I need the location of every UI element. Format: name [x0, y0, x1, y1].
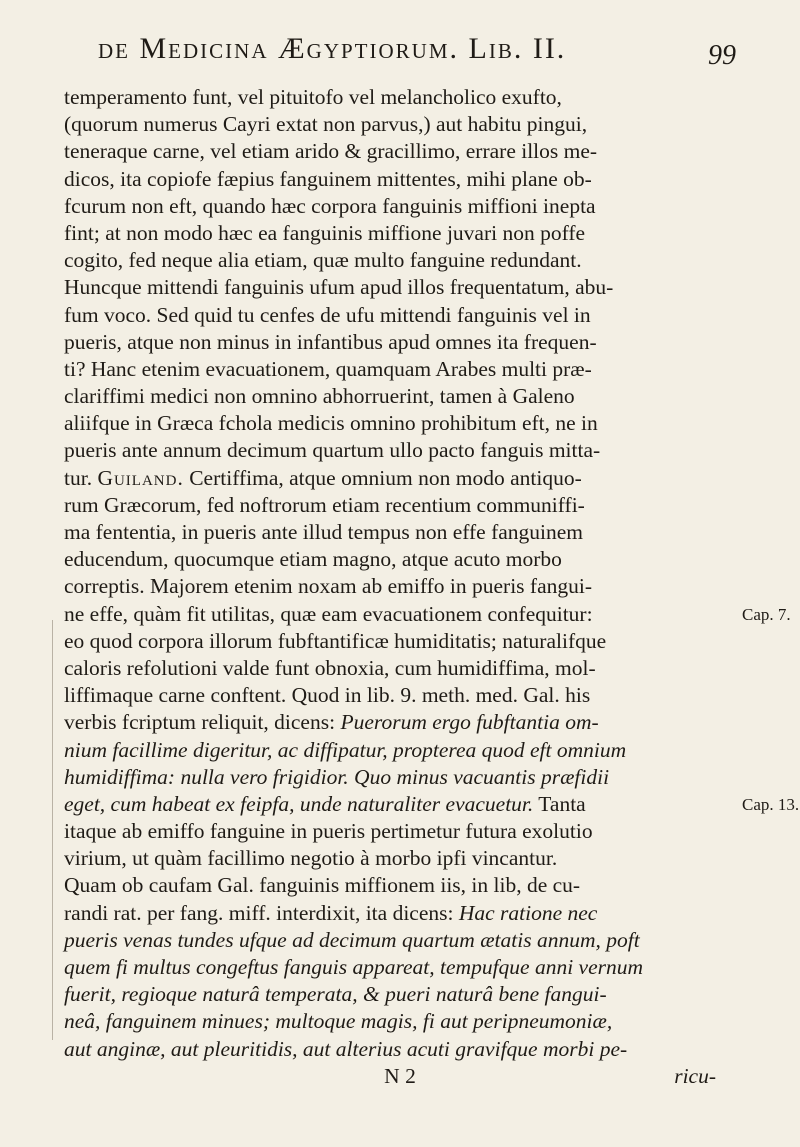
text-line — [64, 818, 736, 845]
italic-text: nium facillime digeritur, ac diffipatur, propterea quod eft omnium — [64, 737, 627, 762]
text-span: temperamento funt, vel pituitofo vel melancholico exufto, — [64, 85, 562, 109]
text-span: aliifque in Græca fchola medicis omnino prohibitum eft, ne in — [64, 411, 598, 436]
text-line — [64, 954, 736, 981]
text-span: teneraque carne, vel etiam arido & gracillimo, errare illos me- — [64, 139, 598, 164]
text-line — [64, 383, 736, 410]
italic-text: pueris venas tundes ufque ad decimum quartum ætatis annum, poft — [64, 927, 640, 952]
text-line — [64, 1036, 736, 1063]
italic-text: neâ, fanguinem minues; multoque magis, fi aut peripneumoniæ, — [64, 1009, 613, 1034]
text-span: Quam ob caufam Gal. fanguinis miffionem iis, in lib, de cu- — [64, 873, 581, 898]
italic-text: aut anginæ, aut pleuritidis, aut alterius acuti gravifque morbi pe- — [64, 1036, 628, 1061]
margin-rule — [52, 620, 53, 1040]
text-span: Huncque mittendi fanguinis ufum apud illos frequentatum, abu- — [64, 275, 614, 300]
text-span: itaque ab emiffo fanguine in pueris pertimetur futura exolutio — [64, 819, 593, 844]
text-span: tur. — [64, 465, 98, 490]
text-span: fcurum non eft, quando hæc corpora fanguinis miffioni inepta — [64, 193, 596, 218]
text-line — [64, 927, 736, 954]
italic-text: humidiffima: nulla vero frigidior. Quo minus vacuantis præfidii — [64, 764, 610, 789]
text-line — [64, 410, 736, 437]
text-line — [64, 981, 736, 1008]
text-line — [64, 573, 736, 600]
text-line — [64, 274, 736, 301]
text-line — [64, 791, 736, 818]
text-line — [64, 166, 736, 193]
text-line — [64, 900, 736, 927]
text-line — [64, 437, 736, 464]
italic-text: Hac ratione nec — [458, 900, 598, 925]
text-line — [64, 546, 736, 573]
text-line — [64, 247, 736, 274]
running-title: de Medicina Ægyptiorum. Lib. II. — [98, 32, 567, 65]
text-span: educendum, quocumque etiam magno, atque acuto morbo — [64, 547, 562, 572]
text-span: rum Græcorum, fed noftrorum etiam recentium communiffi- — [64, 492, 585, 517]
text-span: clariffimi medici non omnino abhorruerint, tamen à Galeno — [64, 384, 575, 409]
text-line — [64, 872, 736, 899]
body-text — [64, 84, 736, 1090]
text-line — [64, 519, 736, 546]
text-span: caloris refolutioni valde funt obnoxia, cum humidiffima, mol- — [64, 655, 596, 680]
text-line — [64, 628, 736, 655]
text-line — [64, 764, 736, 791]
text-span: verbis fcriptum reliquit, dicens: — [64, 710, 341, 735]
text-line — [64, 329, 736, 356]
margin-note: Cap. 7. — [742, 604, 791, 624]
text-span: (quorum numerus Cayri extat non parvus,) aut habitu pingui, — [64, 112, 588, 137]
margin-note: Cap. 13. — [742, 795, 800, 815]
text-span: dicos, ita copiofe fæpius fanguinem mittentes, mihi plane ob- — [64, 166, 592, 191]
text-line — [64, 601, 736, 628]
text-span: virium, ut quàm facillimo negotio à morbo ipfi vincantur. — [64, 846, 558, 871]
text-span: ne effe, quàm fit utilitas, quæ eam evacuationem confequitur: — [64, 601, 593, 626]
text-span: ti? Hanc etenim evacuationem, quamquam Arabes multi præ- — [64, 356, 592, 381]
text-line — [64, 682, 736, 709]
text-span: Certiffima, atque omnium non modo antiquo- — [183, 465, 582, 490]
text-span: pueris ante annum decimum quartum ullo pacto fanguis mitta- — [64, 438, 601, 463]
italic-text: fuerit, regioque naturâ temperata, & pueri naturâ bene fangui- — [64, 982, 607, 1007]
text-span: fum voco. Sed quid tu cenfes de ufu mittendi fanguinis vel in — [64, 302, 591, 327]
footer-line — [64, 1063, 736, 1090]
text-span: eo quod corpora illorum fubftantificæ humiditatis; naturalifque — [64, 628, 607, 653]
text-span: pueris, atque non minus in infantibus apud omnes ita frequen- — [64, 329, 597, 354]
text-line — [64, 84, 736, 111]
text-span: fint; at non modo hæc ea fanguinis miffione juvari non poffe — [64, 220, 586, 245]
italic-text: quem fi multus congeftus fanguis appareat, tempufque anni vernum — [64, 955, 644, 979]
text-span: cogito, fed neque alia etiam, quæ multo fanguine redundant. — [64, 248, 582, 273]
text-line — [64, 465, 736, 492]
text-line — [64, 737, 736, 764]
text-span: correptis. Majorem etenim noxam ab emiffo in pueris fangui- — [64, 574, 592, 599]
text-line — [64, 845, 736, 872]
text-span: randi rat. per fang. miff. interdixit, ita dicens: — [64, 900, 459, 925]
text-span: Tanta — [533, 791, 586, 816]
text-line — [64, 655, 736, 682]
page-number: 99 — [708, 40, 736, 71]
text-line — [64, 111, 736, 138]
italic-text: eget, cum habeat ex feipfa, unde naturaliter evacuetur. — [64, 791, 534, 816]
text-line — [64, 220, 736, 247]
text-line — [64, 138, 736, 165]
catchword: ricu- — [674, 1063, 716, 1088]
text-line — [64, 193, 736, 220]
text-span: liffimaque carne conftent. Quod in lib. 9. meth. med. Gal. his — [64, 683, 591, 708]
text-line — [64, 356, 736, 383]
text-line — [64, 1008, 736, 1035]
text-span: ma fententia, in pueris ante illud tempus non effe fanguinem — [64, 520, 584, 544]
signature-mark: N 2 — [384, 1063, 416, 1088]
text-line — [64, 492, 736, 519]
text-line — [64, 302, 736, 329]
italic-text: Puerorum ergo fubftantia om- — [340, 710, 599, 735]
text-line — [64, 709, 736, 736]
small-caps-name: Guiland. — [97, 465, 184, 490]
